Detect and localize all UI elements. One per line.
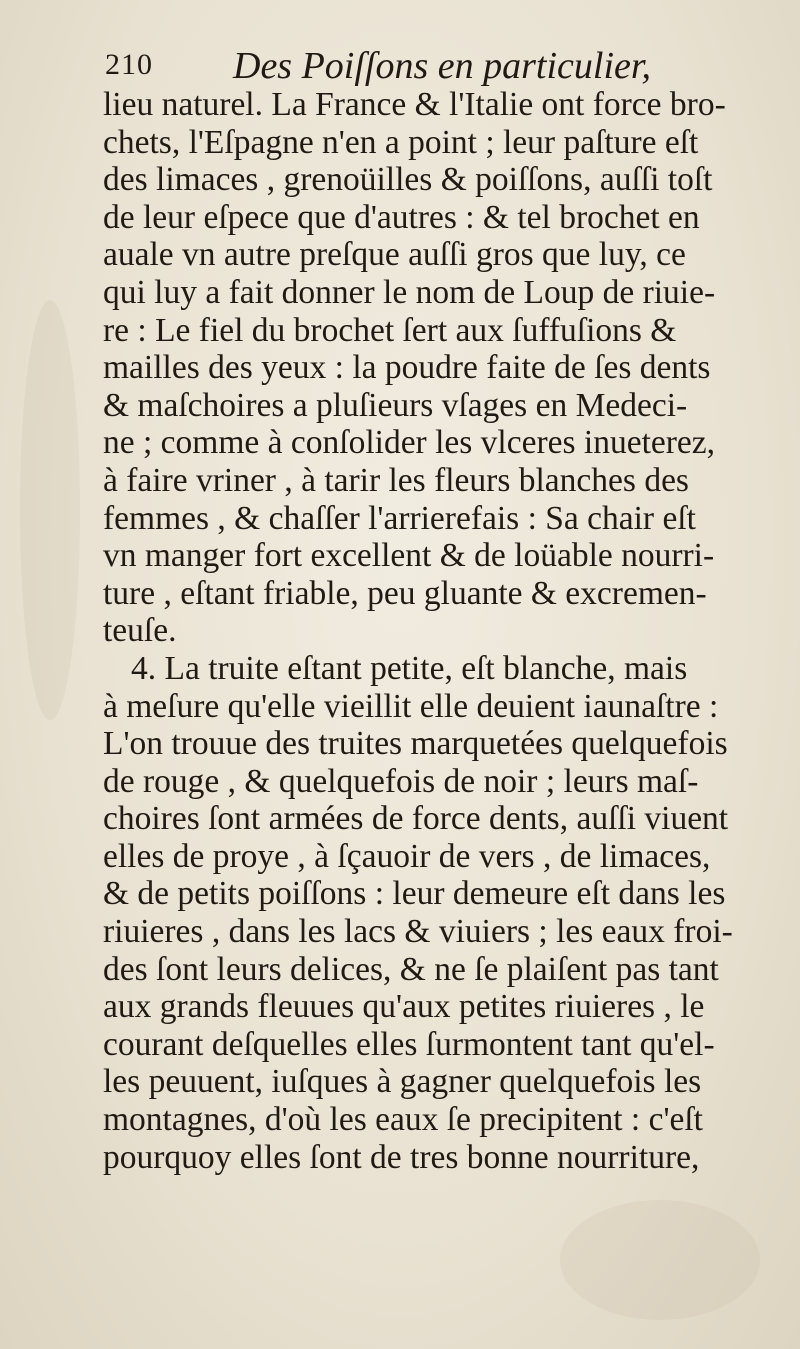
text-line: de leur eſpece que d'autres : & tel brochet en <box>103 198 700 236</box>
running-head: Des Poiſſons en particulier, <box>233 45 651 87</box>
text-line: des limaces , grenoüilles & poiſſons, auſſi toſt <box>103 161 713 199</box>
text-line: à faire vriner , à tarir les fleurs blanches des <box>103 461 689 499</box>
text-line: riuieres , dans les lacs & viuiers ; les eaux froi- <box>103 913 733 951</box>
text-line: aux grands fleuues qu'aux petites riuieres , le <box>103 988 705 1026</box>
text-line: les peuuent, iuſques à gagner quelquefois les <box>103 1063 702 1101</box>
text-line: femmes , & chaſſer l'arrierefais : Sa chair eſt <box>103 499 696 537</box>
text-line: des ſont leurs delices, & ne ſe plaiſent pas tant <box>103 950 719 988</box>
text-line: à meſure qu'elle vieillit elle deuient iaunaſtre : <box>103 687 719 725</box>
text-line: vn manger fort excellent & de loüable nourri- <box>103 537 715 575</box>
text-line: ne ; comme à conſolider les vlceres inueterez, <box>103 424 716 462</box>
page-number: 210 <box>105 48 153 81</box>
text-line: pourquoy elles ſont de tres bonne nourriture, <box>103 1138 700 1176</box>
body-text <box>103 86 791 1176</box>
paragraph-start-line: 4. La truite eſtant petite, eſt blanche, mais <box>131 649 688 687</box>
text-line: teuſe. <box>103 612 177 650</box>
text-line: courant deſquelles elles ſurmontent tant qu'el- <box>103 1025 715 1063</box>
text-line: & maſchoires a pluſieurs vſages en Medeci- <box>103 386 688 424</box>
text-line: elles de proye , à ſçauoir de vers , de limaces, <box>103 837 711 875</box>
text-line: mailles des yeux : la poudre faite de ſes dents <box>103 349 711 387</box>
text-line: montagnes, d'où les eaux ſe precipitent : c'eſt <box>103 1101 703 1139</box>
paper-stain <box>20 300 80 720</box>
text-line: de rouge , & quelquefois de noir ; leurs maſ- <box>103 762 699 800</box>
paper-stain <box>560 1200 760 1320</box>
text-line: qui luy a fait donner le nom de Loup de riuie- <box>103 273 716 311</box>
text-line: chets, l'Eſpagne n'en a point ; leur paſture eſt <box>103 123 699 161</box>
text-line: choires ſont armées de force dents, auſſi viuent <box>103 800 729 838</box>
text-line: L'on trouue des truites marquetées quelquefois <box>103 725 728 763</box>
text-line: ture , eſtant friable, peu gluante & excremen- <box>103 574 707 612</box>
text-line: lieu naturel. La France & l'Italie ont force bro- <box>103 86 726 123</box>
text-line: auale vn autre preſque auſſi gros que luy, ce <box>103 236 686 274</box>
text-line: re : Le fiel du brochet ſert aux ſuffuſions & <box>103 311 677 349</box>
text-line: & de petits poiſſons : leur demeure eſt dans les <box>103 875 726 913</box>
